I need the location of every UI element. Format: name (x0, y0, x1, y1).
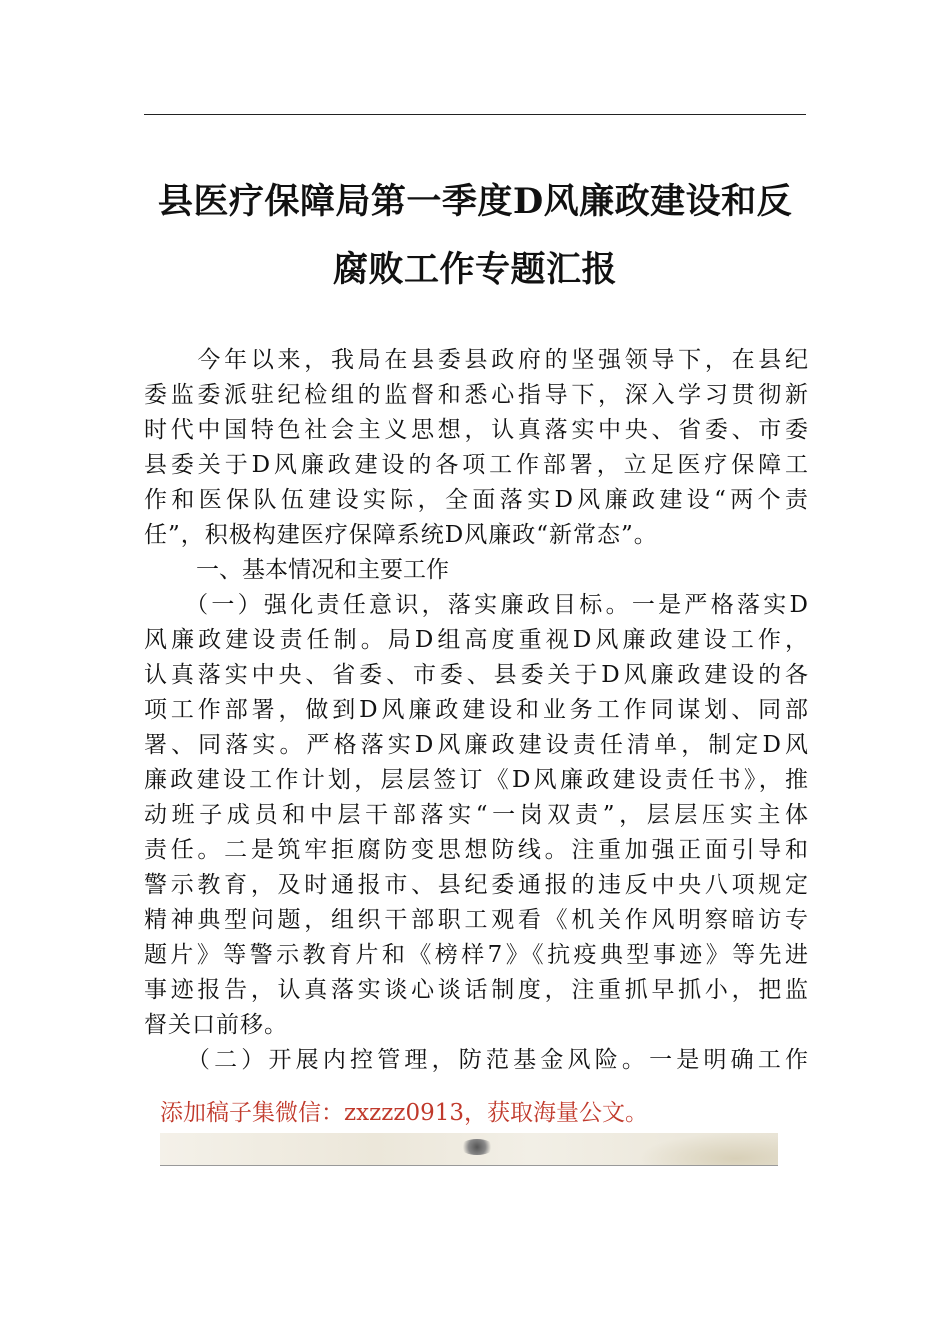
ink-blot-decoration (460, 1139, 494, 1155)
body-line: 认真落实中央、省委、市委、县委关于D风廉政建设的各 (144, 662, 808, 688)
body-line: 县委关于D风廉政建设的各项工作部署，立足医疗保障工 (144, 452, 808, 478)
body-line: 风廉政建设责任制。局D组高度重视D风廉政建设工作， (144, 627, 808, 653)
document-body (144, 343, 808, 1078)
promo-text: 添加稿子集微信：zxzzz0913，获取海量公文。 (160, 1100, 648, 1126)
body-line: （二）开展内控管理，防范基金风险。一是明确工作 (144, 1047, 808, 1073)
body-line: 廉政建设工作计划，层层签订《D风廉政建设责任书》，推 (144, 767, 808, 793)
body-line: 事迹报告，认真落实谈心谈话制度，注重抓早抓小，把监 (144, 977, 808, 1003)
swirl-decoration (638, 1133, 778, 1165)
body-line: 委监委派驻纪检组的监督和悉心指导下，深入学习贯彻新 (144, 382, 808, 408)
header-rule (144, 114, 806, 115)
body-line: 今年以来，我局在县委县政府的坚强领导下，在县纪 (144, 347, 808, 373)
body-line: 任”，积极构建医疗保障系统D风廉政“新常态”。 (144, 522, 658, 548)
document-title-line-2: 腐败工作专题汇报 (332, 249, 617, 290)
body-line: 署、同落实。严格落实D风廉政建设责任清单，制定D风 (144, 732, 808, 758)
body-line: 项工作部署，做到D风廉政建设和业务工作同谋划、同部 (144, 697, 808, 723)
body-line: 题片》等警示教育片和《榜样7》《抗疫典型事迹》等先进 (144, 942, 808, 968)
document-title-line-1: 县医疗保障局第一季度D风廉政建设和反 (157, 181, 793, 222)
body-line: 精神典型问题，组织干部职工观看《机关作风明察暗访专 (144, 907, 808, 933)
body-line: 动班子成员和中层干部落实“一岗双责”，层层压实主体 (144, 802, 808, 828)
body-line: 作和医保队伍建设实际，全面落实D风廉政建设“两个责 (144, 487, 808, 513)
body-line: 责任。二是筑牢拒腐防变思想防线。注重加强正面引导和 (144, 837, 808, 863)
decorative-banner-image (160, 1133, 778, 1166)
section-heading: 一、基本情况和主要工作 (196, 557, 449, 583)
body-line: 警示教育，及时通报市、县纪委通报的违反中央八项规定 (144, 872, 808, 898)
body-line: 督关口前移。 (144, 1012, 288, 1038)
body-line: 时代中国特色社会主义思想，认真落实中央、省委、市委 (144, 417, 808, 443)
body-line: （一）强化责任意识，落实廉政目标。一是严格落实D (144, 592, 808, 618)
